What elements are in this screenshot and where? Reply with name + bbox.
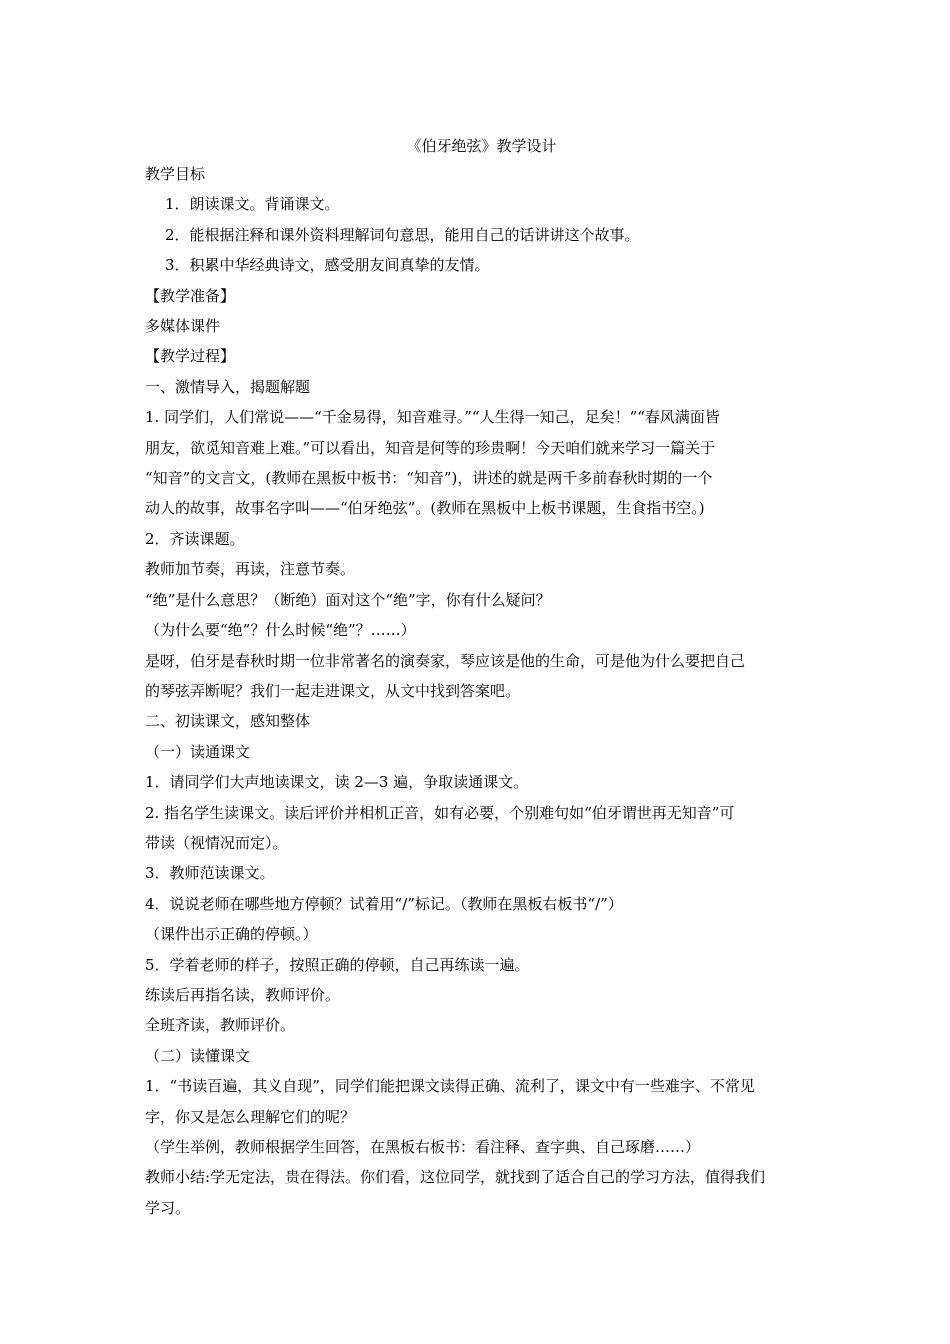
heading-teaching-goals: 教学目标 [145,165,206,183]
paragraph-line: “绝”是什么意思？（断绝）面对这个“绝”字，你有什么疑问？ [145,590,551,609]
goal-item-3: 3．积累中华经典诗文，感受朋友间真挚的友情。 [165,256,490,275]
subsection-heading-2: （二）读懂课文 [145,1046,251,1065]
paragraph-line: 的琴弦弄断呢？我们一起走进课文，从文中找到答案吧。 [145,681,521,700]
paragraph-line: 2．齐读课题。 [145,529,245,548]
paragraph-line: 练读后再指名读，教师评价。 [145,985,341,1004]
paragraph-line: 教师加节奏，再读，注意节奏。 [145,560,356,579]
paragraph-line: 1．“书读百遍，其义自现”，同学们能把课文读得正确、流利了，课文中有一些难字、不常见 [145,1077,755,1096]
paragraph-line: 动人的故事，故事名字叫——“伯牙绝弦”。(教师在黑板中上板书课题，生食指书空。) [145,499,705,518]
section-heading-2: 二、初读课文，感知整体 [145,712,311,731]
heading-process: 【教学过程】 [145,347,236,366]
document-page [145,133,810,1223]
document-title: 《伯牙绝弦》教学设计 [406,137,557,155]
goal-item-2: 2．能根据注释和课外资料理解词句意思，能用自己的话讲讲这个故事。 [165,225,640,244]
paragraph-line: “知音”的文言文，(教师在黑板中板书：“知音”)，讲述的就是两千多前春秋时期的一个 [145,469,713,488]
paragraph-line: 1．请同学们大声地读课文，读 2—3 遍，争取读通课文。 [145,773,529,792]
paragraph-line: （课件出示正确的停顿。） [145,925,318,944]
paragraph-line: 学习。 [145,1198,191,1217]
paragraph-line: 教师小结:学无定法，贵在得法。你们看，这位同学，就找到了适合自己的学习方法，值得我们 [145,1168,766,1187]
paragraph-line: 5．学着老师的样子，按照正确的停顿，自己再练读一遍。 [145,955,530,974]
paragraph-line: 是呀，伯牙是春秋时期一位非常著名的演奏家，琴应该是他的生命，可是他为什么要把自己 [145,651,746,670]
paragraph-line: （学生举例，教师根据学生回答，在黑板右板书：看注释、查字典、自己琢磨……） [145,1138,701,1156]
preparation-text: 多媒体课件 [145,317,221,336]
paragraph-line: 3．教师范读课文。 [145,864,275,883]
paragraph-line: 1. 同学们，人们常说——“千金易得，知音难寻。”“人生得一知己，足矣！”“春风满面皆 [145,408,720,427]
paragraph-line: 4．说说老师在哪些地方停顿？试着用“/”标记。（教师在黑板右板书“/”） [145,894,623,913]
paragraph-line: 全班齐读，教师评价。 [145,1016,296,1035]
paragraph-line: 2. 指名学生读课文。读后评价并相机正音，如有必要，个别难句如“伯牙谓世再无知音”可 [145,803,735,822]
section-heading-1: 一、激情导入，揭题解题 [145,377,311,396]
paragraph-line: 带读（视情况而定）。 [145,833,288,852]
goal-item-1: 1．朗读课文。背诵课文。 [165,195,340,214]
paragraph-line: 字，你又是怎么理解它们的呢？ [145,1107,356,1126]
paragraph-line: 朋友，欲觅知音难上难。”可以看出，知音是何等的珍贵啊！今天咱们就来学习一篇关于 [145,438,716,457]
subsection-heading-1: （一）读通课文 [145,742,251,761]
paragraph-line: （为什么要“绝”？什么时候“绝”？……） [145,621,416,640]
heading-preparation: 【教学准备】 [145,286,236,305]
